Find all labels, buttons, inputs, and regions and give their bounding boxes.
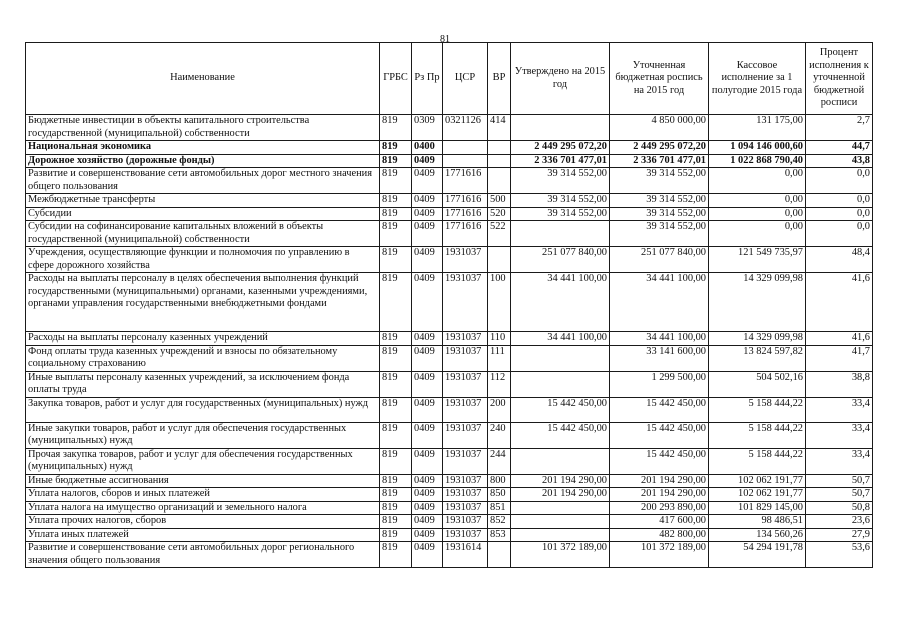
table-row (26, 207, 873, 221)
cell-approved: 2 449 295 072,20 (511, 141, 610, 155)
header-name: Наименование (26, 43, 380, 115)
table-body (26, 115, 873, 568)
table-row (26, 422, 873, 448)
cell-approved (511, 501, 610, 515)
cell-approved: 39 314 552,00 (511, 194, 610, 208)
cell-percent: 38,8 (806, 371, 873, 397)
cell-csr: 1931037 (443, 488, 488, 502)
cell-refined: 34 441 100,00 (610, 273, 709, 332)
cell-vr: 200 (488, 397, 511, 422)
cell-cash: 134 560,26 (709, 528, 806, 542)
header-approved: Утверждено на 2015 год (511, 43, 610, 115)
cell-csr: 1931037 (443, 474, 488, 488)
table-row (26, 542, 873, 568)
cell-name: Иные закупки товаров, работ и услуг для обеспечения государственных (муниципальных) нужд (26, 422, 380, 448)
cell-csr: 1931037 (443, 515, 488, 529)
cell-grbs: 819 (380, 345, 412, 371)
cell-rzpr: 0409 (412, 247, 443, 273)
cell-grbs: 819 (380, 528, 412, 542)
cell-rzpr: 0409 (412, 501, 443, 515)
cell-percent: 53,6 (806, 542, 873, 568)
cell-refined: 39 314 552,00 (610, 207, 709, 221)
cell-refined: 101 372 189,00 (610, 542, 709, 568)
cell-refined: 2 449 295 072,20 (610, 141, 709, 155)
cell-percent: 27,9 (806, 528, 873, 542)
cell-cash: 5 158 444,22 (709, 397, 806, 422)
cell-cash: 121 549 735,97 (709, 247, 806, 273)
cell-vr: 850 (488, 488, 511, 502)
cell-rzpr: 0409 (412, 542, 443, 568)
cell-rzpr: 0409 (412, 154, 443, 168)
cell-refined: 201 194 290,00 (610, 474, 709, 488)
cell-percent: 33,4 (806, 397, 873, 422)
cell-csr: 1931037 (443, 397, 488, 422)
table-row (26, 115, 873, 141)
cell-percent: 2,7 (806, 115, 873, 141)
cell-rzpr: 0409 (412, 168, 443, 194)
cell-name: Дорожное хозяйство (дорожные фонды) (26, 154, 380, 168)
table-row (26, 515, 873, 529)
cell-csr: 1931037 (443, 371, 488, 397)
cell-name: Прочая закупка товаров, работ и услуг для обеспечения государственных (муниципальных) нужд (26, 448, 380, 474)
table-header-row (26, 43, 873, 115)
table-row (26, 154, 873, 168)
cell-percent: 43,8 (806, 154, 873, 168)
cell-name: Национальная экономика (26, 141, 380, 155)
cell-vr (488, 168, 511, 194)
cell-vr (488, 542, 511, 568)
table-row (26, 247, 873, 273)
cell-approved: 201 194 290,00 (511, 488, 610, 502)
cell-rzpr: 0409 (412, 422, 443, 448)
cell-vr: 800 (488, 474, 511, 488)
header-csr: ЦСР (443, 43, 488, 115)
cell-cash: 101 829 145,00 (709, 501, 806, 515)
table-row (26, 332, 873, 346)
cell-approved: 34 441 100,00 (511, 273, 610, 332)
cell-approved: 201 194 290,00 (511, 474, 610, 488)
cell-approved (511, 371, 610, 397)
cell-vr: 500 (488, 194, 511, 208)
cell-approved (511, 448, 610, 474)
cell-grbs: 819 (380, 168, 412, 194)
table-row (26, 194, 873, 208)
table-row (26, 345, 873, 371)
cell-grbs: 819 (380, 422, 412, 448)
cell-name: Уплата прочих налогов, сборов (26, 515, 380, 529)
cell-grbs: 819 (380, 221, 412, 247)
cell-grbs: 819 (380, 207, 412, 221)
cell-rzpr: 0409 (412, 515, 443, 529)
cell-approved: 101 372 189,00 (511, 542, 610, 568)
cell-vr: 414 (488, 115, 511, 141)
cell-percent: 50,7 (806, 488, 873, 502)
cell-cash: 14 329 099,98 (709, 273, 806, 332)
cell-grbs: 819 (380, 154, 412, 168)
cell-vr (488, 154, 511, 168)
cell-cash: 0,00 (709, 194, 806, 208)
cell-refined: 39 314 552,00 (610, 221, 709, 247)
cell-csr: 1771616 (443, 168, 488, 194)
cell-rzpr: 0409 (412, 371, 443, 397)
cell-grbs: 819 (380, 542, 412, 568)
page-number: 81 (440, 34, 450, 45)
cell-name: Закупка товаров, работ и услуг для государственных (муниципальных) нужд (26, 397, 380, 422)
cell-csr: 1931037 (443, 345, 488, 371)
cell-percent: 44,7 (806, 141, 873, 155)
cell-percent: 33,4 (806, 448, 873, 474)
cell-csr (443, 141, 488, 155)
cell-refined: 39 314 552,00 (610, 168, 709, 194)
cell-percent: 0,0 (806, 221, 873, 247)
cell-rzpr: 0309 (412, 115, 443, 141)
cell-cash: 1 022 868 790,40 (709, 154, 806, 168)
cell-percent: 50,7 (806, 474, 873, 488)
cell-name: Уплата иных платежей (26, 528, 380, 542)
cell-approved: 39 314 552,00 (511, 207, 610, 221)
cell-grbs: 819 (380, 332, 412, 346)
cell-vr: 522 (488, 221, 511, 247)
cell-grbs: 819 (380, 515, 412, 529)
cell-vr (488, 247, 511, 273)
cell-approved (511, 221, 610, 247)
cell-rzpr: 0409 (412, 207, 443, 221)
cell-percent: 33,4 (806, 422, 873, 448)
cell-cash: 1 094 146 000,60 (709, 141, 806, 155)
cell-refined: 15 442 450,00 (610, 422, 709, 448)
cell-name: Межбюджетные трансферты (26, 194, 380, 208)
cell-percent: 41,7 (806, 345, 873, 371)
cell-grbs: 819 (380, 194, 412, 208)
cell-rzpr: 0409 (412, 273, 443, 332)
cell-rzpr: 0409 (412, 345, 443, 371)
cell-name: Расходы на выплаты персоналу в целях обеспечения выполнения функций государственными (муниципальными) органами, казенными учреждениями, органами управления государственными внебюджетными фондами (26, 273, 380, 332)
cell-refined: 2 336 701 477,01 (610, 154, 709, 168)
table-row (26, 141, 873, 155)
cell-grbs: 819 (380, 273, 412, 332)
cell-refined: 39 314 552,00 (610, 194, 709, 208)
header-cash: Кассовое исполнение за 1 полугодие 2015 года (709, 43, 806, 115)
table-row (26, 371, 873, 397)
cell-refined: 15 442 450,00 (610, 448, 709, 474)
cell-csr: 1931037 (443, 448, 488, 474)
cell-grbs: 819 (380, 488, 412, 502)
table-row (26, 397, 873, 422)
cell-percent: 41,6 (806, 273, 873, 332)
cell-approved (511, 515, 610, 529)
cell-cash: 102 062 191,77 (709, 488, 806, 502)
cell-refined: 417 600,00 (610, 515, 709, 529)
cell-name: Учреждения, осуществляющие функции и полномочия по управлению в сфере дорожного хозяйства (26, 247, 380, 273)
header-rzpr: Рз Пр (412, 43, 443, 115)
cell-cash: 0,00 (709, 221, 806, 247)
table-row (26, 488, 873, 502)
cell-csr: 1931037 (443, 247, 488, 273)
table-row (26, 528, 873, 542)
cell-cash: 5 158 444,22 (709, 422, 806, 448)
cell-grbs: 819 (380, 247, 412, 273)
cell-percent: 23,6 (806, 515, 873, 529)
cell-approved: 251 077 840,00 (511, 247, 610, 273)
cell-rzpr: 0409 (412, 528, 443, 542)
cell-csr: 1771616 (443, 194, 488, 208)
cell-rzpr: 0409 (412, 488, 443, 502)
cell-grbs: 819 (380, 448, 412, 474)
cell-refined: 33 141 600,00 (610, 345, 709, 371)
cell-approved: 2 336 701 477,01 (511, 154, 610, 168)
cell-approved (511, 115, 610, 141)
cell-refined: 201 194 290,00 (610, 488, 709, 502)
cell-refined: 15 442 450,00 (610, 397, 709, 422)
cell-approved: 15 442 450,00 (511, 397, 610, 422)
cell-name: Фонд оплаты труда казенных учреждений и взносы по обязательному социальному страхованию (26, 345, 380, 371)
cell-cash: 13 824 597,82 (709, 345, 806, 371)
cell-name: Субсидии (26, 207, 380, 221)
cell-grbs: 819 (380, 141, 412, 155)
cell-vr (488, 141, 511, 155)
cell-grbs: 819 (380, 501, 412, 515)
table-row (26, 448, 873, 474)
cell-cash: 504 502,16 (709, 371, 806, 397)
cell-vr: 240 (488, 422, 511, 448)
cell-csr: 0321126 (443, 115, 488, 141)
cell-refined: 1 299 500,00 (610, 371, 709, 397)
cell-vr: 852 (488, 515, 511, 529)
cell-csr: 1931037 (443, 501, 488, 515)
cell-percent: 0,0 (806, 168, 873, 194)
cell-csr: 1771616 (443, 207, 488, 221)
cell-csr: 1771616 (443, 221, 488, 247)
cell-percent: 0,0 (806, 194, 873, 208)
cell-csr (443, 154, 488, 168)
cell-name: Субсидии на софинансирование капитальных вложений в объекты государственной (муниципальной) собственности (26, 221, 380, 247)
cell-refined: 251 077 840,00 (610, 247, 709, 273)
cell-name: Бюджетные инвестиции в объекты капитального строительства государственной (муниципальной) собственности (26, 115, 380, 141)
cell-vr: 244 (488, 448, 511, 474)
cell-percent: 50,8 (806, 501, 873, 515)
cell-cash: 0,00 (709, 168, 806, 194)
cell-cash: 102 062 191,77 (709, 474, 806, 488)
cell-csr: 1931037 (443, 332, 488, 346)
table-row (26, 474, 873, 488)
cell-vr: 520 (488, 207, 511, 221)
cell-cash: 98 486,51 (709, 515, 806, 529)
cell-csr: 1931614 (443, 542, 488, 568)
cell-refined: 34 441 100,00 (610, 332, 709, 346)
cell-approved (511, 345, 610, 371)
cell-vr: 111 (488, 345, 511, 371)
cell-rzpr: 0409 (412, 332, 443, 346)
cell-name: Иные бюджетные ассигнования (26, 474, 380, 488)
cell-name: Развитие и совершенствование сети автомобильных дорог регионального значения общего пользования (26, 542, 380, 568)
header-vr: ВР (488, 43, 511, 115)
cell-refined: 200 293 890,00 (610, 501, 709, 515)
header-percent: Процент исполнения к уточненной бюджетной росписи (806, 43, 873, 115)
cell-percent: 41,6 (806, 332, 873, 346)
cell-rzpr: 0409 (412, 474, 443, 488)
cell-percent: 48,4 (806, 247, 873, 273)
cell-grbs: 819 (380, 397, 412, 422)
budget-table (25, 42, 873, 568)
cell-vr: 112 (488, 371, 511, 397)
table-row (26, 501, 873, 515)
cell-csr: 1931037 (443, 528, 488, 542)
cell-vr: 110 (488, 332, 511, 346)
cell-vr: 853 (488, 528, 511, 542)
cell-cash: 54 294 191,78 (709, 542, 806, 568)
cell-grbs: 819 (380, 474, 412, 488)
cell-grbs: 819 (380, 115, 412, 141)
cell-rzpr: 0409 (412, 448, 443, 474)
cell-name: Уплата налогов, сборов и иных платежей (26, 488, 380, 502)
header-grbs: ГРБС (380, 43, 412, 115)
cell-name: Иные выплаты персоналу казенных учреждений, за исключением фонда оплаты труда (26, 371, 380, 397)
table-row (26, 221, 873, 247)
table-row (26, 168, 873, 194)
cell-cash: 0,00 (709, 207, 806, 221)
cell-csr: 1931037 (443, 273, 488, 332)
cell-approved (511, 528, 610, 542)
cell-name: Уплата налога на имущество организаций и земельного налога (26, 501, 380, 515)
table-row (26, 273, 873, 332)
cell-refined: 482 800,00 (610, 528, 709, 542)
cell-rzpr: 0409 (412, 194, 443, 208)
cell-grbs: 819 (380, 371, 412, 397)
cell-cash: 5 158 444,22 (709, 448, 806, 474)
cell-vr: 851 (488, 501, 511, 515)
cell-rzpr: 0400 (412, 141, 443, 155)
header-refined: Уточненная бюджетная роспись на 2015 год (610, 43, 709, 115)
cell-csr: 1931037 (443, 422, 488, 448)
cell-approved: 39 314 552,00 (511, 168, 610, 194)
cell-cash: 14 329 099,98 (709, 332, 806, 346)
cell-refined: 4 850 000,00 (610, 115, 709, 141)
cell-name: Расходы на выплаты персоналу казенных учреждений (26, 332, 380, 346)
cell-name: Развитие и совершенствование сети автомобильных дорог местного значения общего пользования (26, 168, 380, 194)
cell-rzpr: 0409 (412, 221, 443, 247)
cell-percent: 0,0 (806, 207, 873, 221)
cell-cash: 131 175,00 (709, 115, 806, 141)
cell-approved: 15 442 450,00 (511, 422, 610, 448)
cell-approved: 34 441 100,00 (511, 332, 610, 346)
cell-rzpr: 0409 (412, 397, 443, 422)
cell-vr: 100 (488, 273, 511, 332)
